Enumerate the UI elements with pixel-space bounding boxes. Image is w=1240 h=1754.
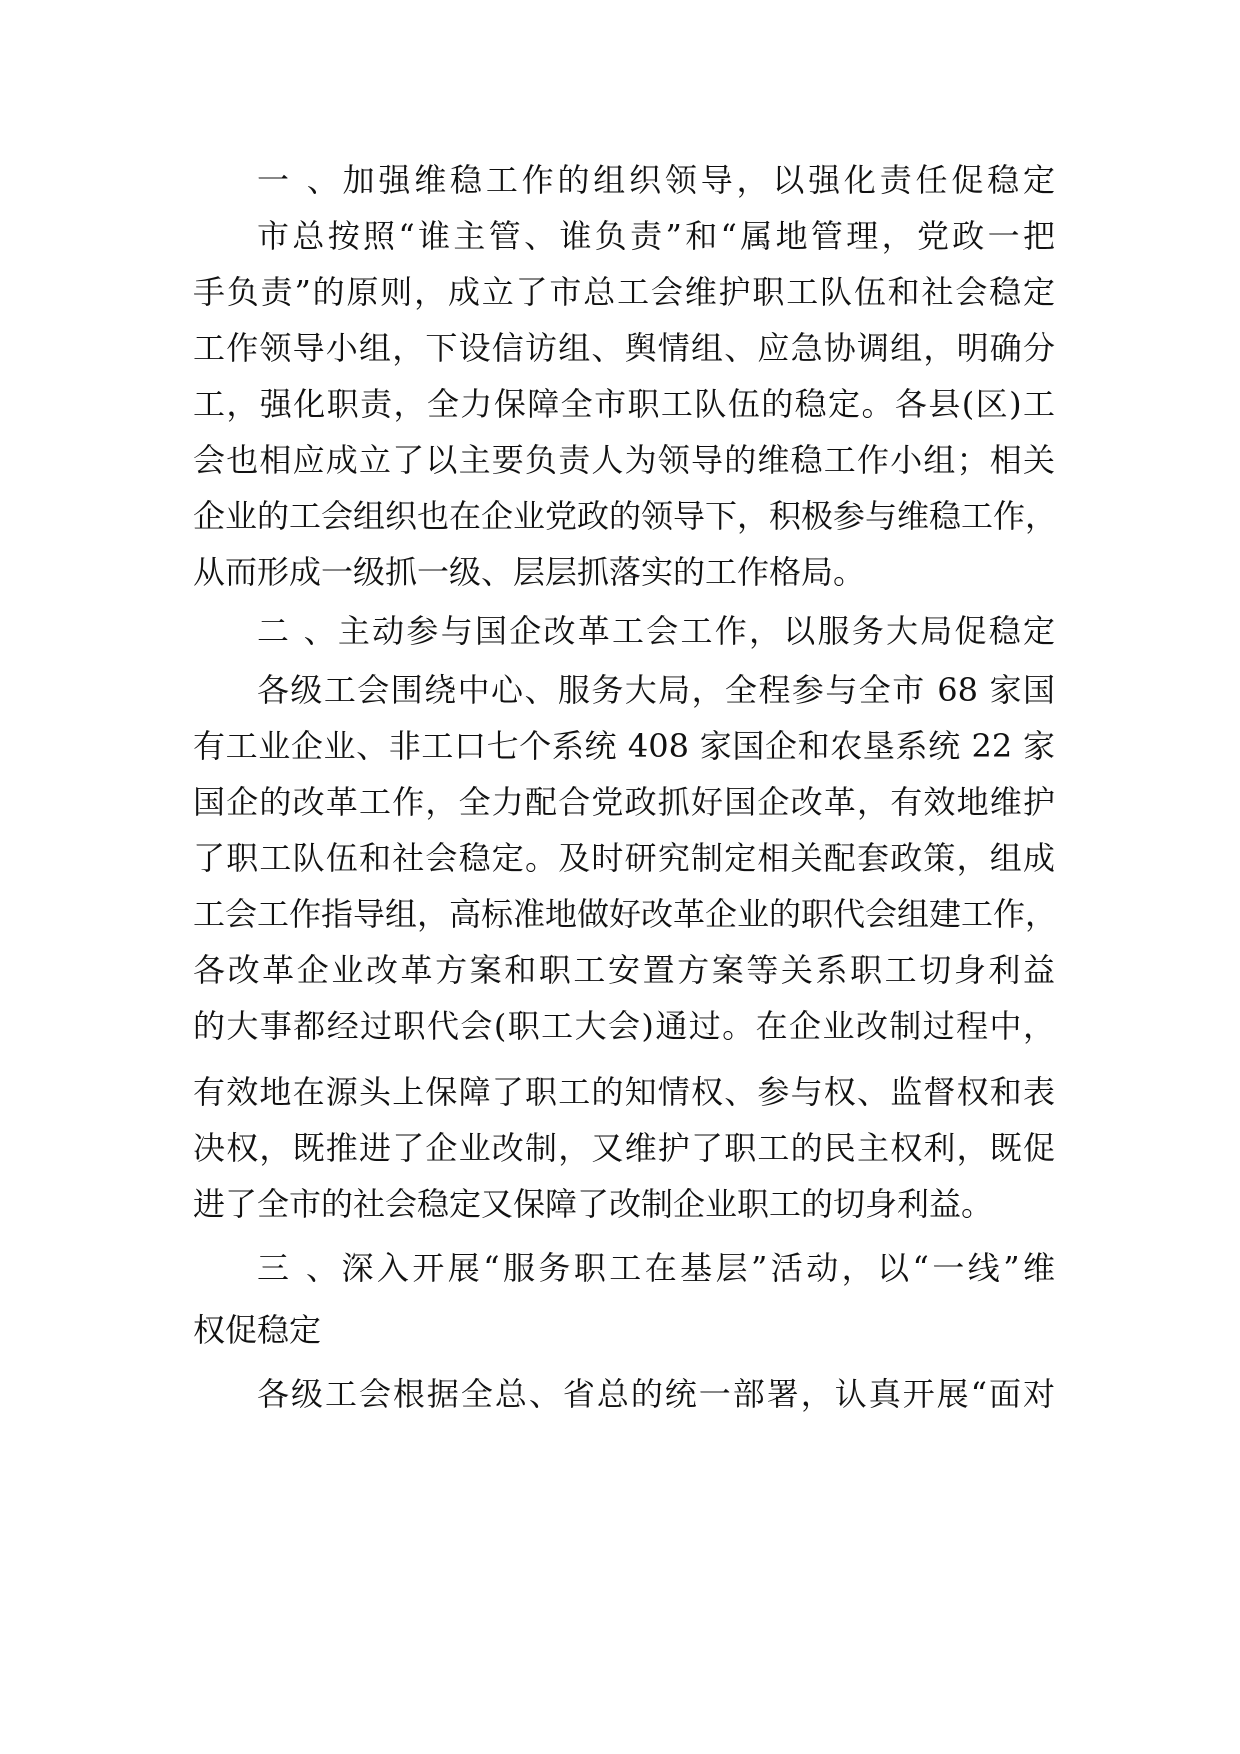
paragraph-line: 工会工作指导组，高标准地做好改革企业的职代会组建工作，	[193, 895, 1058, 933]
section-heading-2: 二 、主动参与国企改革工会工作，以服务大局促稳定	[257, 612, 1055, 650]
paragraph-line: 国企的改革工作，全力配合党政抓好国企改革，有效地维护	[193, 783, 1055, 821]
paragraph-line: 各级工会围绕中心、服务大局，全程参与全市 68 家国	[257, 671, 1055, 709]
section-heading-3-continued: 权促稳定	[193, 1311, 322, 1349]
paragraph-line: 手负责”的原则，成立了市总工会维护职工队伍和社会稳定	[193, 273, 1055, 311]
paragraph-line: 决权，既推进了企业改制，又维护了职工的民主权利，既促	[193, 1129, 1055, 1167]
paragraph-line: 的大事都经过职代会(职工大会)通过。在企业改制过程中，	[193, 1007, 1055, 1045]
paragraph-line: 会也相应成立了以主要负责人为领导的维稳工作小组；相关	[193, 441, 1055, 479]
paragraph-line: 各级工会根据全总、省总的统一部署，认真开展“面对	[257, 1375, 1055, 1413]
paragraph-line: 各改革企业改革方案和职工安置方案等关系职工切身利益	[193, 951, 1055, 989]
paragraph-line: 从而形成一级抓一级、层层抓落实的工作格局。	[193, 553, 866, 591]
section-heading-3: 三 、深入开展“服务职工在基层”活动，以“一线”维	[257, 1249, 1055, 1287]
paragraph-line: 有效地在源头上保障了职工的知情权、参与权、监督权和表	[193, 1073, 1055, 1111]
paragraph-line: 企业的工会组织也在企业党政的领导下，积极参与维稳工作，	[193, 497, 1058, 535]
paragraph-line: 市总按照“谁主管、谁负责”和“属地管理，党政一把	[257, 217, 1055, 255]
paragraph-line: 进了全市的社会稳定又保障了改制企业职工的切身利益。	[193, 1185, 994, 1223]
paragraph-line: 工作领导小组，下设信访组、舆情组、应急协调组，明确分	[193, 329, 1055, 367]
paragraph-line: 有工业企业、非工口七个系统 408 家国企和农垦系统 22 家	[193, 727, 1055, 765]
paragraph-line: 了职工队伍和社会稳定。及时研究制定相关配套政策，组成	[193, 839, 1055, 877]
section-heading-1: 一 、加强维稳工作的组织领导，以强化责任促稳定	[257, 161, 1055, 199]
paragraph-line: 工，强化职责，全力保障全市职工队伍的稳定。各县(区)工	[193, 385, 1055, 423]
